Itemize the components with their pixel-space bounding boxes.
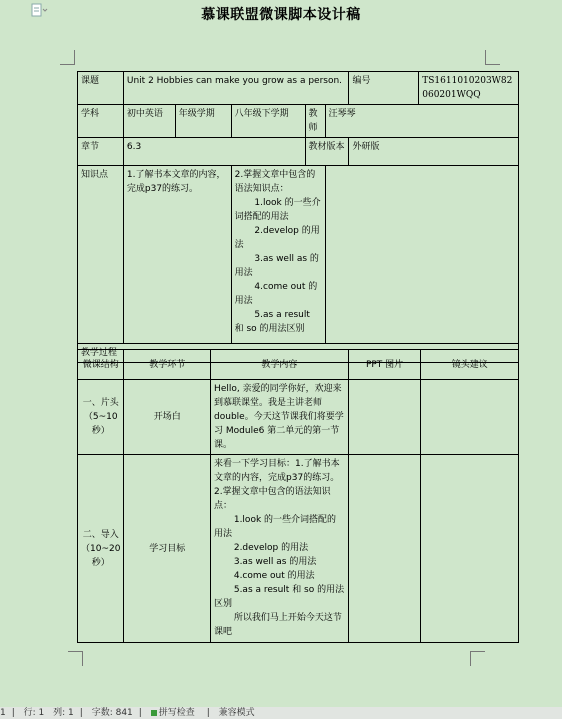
- status-row: 行: 1: [23, 708, 45, 718]
- teacher-value[interactable]: 汪琴琴: [325, 105, 518, 138]
- content-item: 5.as a result 和 so 的用法区别: [214, 585, 345, 609]
- content-item: 3.as well as 的用法: [233, 557, 317, 567]
- knowledge-point-2-head: 2.掌握文章中包含的语法知识点：: [234, 170, 316, 194]
- status-bar: 1 | 行: 1 列: 1 | 字数: 841 | 拼写检查 | 兼容模式: [0, 707, 562, 719]
- structure-cell[interactable]: 二、导入（10~20秒）: [78, 455, 124, 643]
- page-corner-mark: [485, 50, 500, 65]
- page-corner-mark: [470, 651, 485, 666]
- page-corner-mark: [60, 50, 75, 65]
- ppt-cell[interactable]: [348, 455, 421, 643]
- structure-cell[interactable]: 一、片头（5~10秒）: [78, 380, 124, 455]
- content-head: 来看一下学习目标：1.了解书本文章的内容，完成p37的练习。2.掌握文章中包含的语法知识点：: [214, 459, 340, 511]
- ppt-cell[interactable]: [348, 380, 421, 455]
- metadata-table: [77, 71, 519, 363]
- status-page[interactable]: 1: [0, 708, 6, 718]
- topic-label: 课题: [78, 72, 124, 105]
- header-content: 教学内容: [211, 350, 349, 380]
- knowledge-empty-cell[interactable]: [325, 166, 518, 344]
- knowledge-point-2[interactable]: [231, 166, 325, 344]
- spell-check-toggle[interactable]: [151, 708, 201, 718]
- header-step: 教学环节: [124, 350, 211, 380]
- header-ppt: PPT 图片: [348, 350, 421, 380]
- process-label: 教学过程: [78, 344, 519, 363]
- spell-check-label: 拼写检查: [158, 708, 195, 718]
- page-corner-mark: [68, 651, 83, 666]
- compat-mode: 兼容模式: [218, 708, 255, 718]
- subject-label: 学科: [78, 105, 124, 138]
- teacher-label: 教师: [305, 105, 325, 138]
- content-item: 4.come out 的用法: [233, 571, 315, 581]
- knowledge-item: 4.come out 的用法: [234, 282, 318, 306]
- knowledge-item: 3.as well as 的用法: [234, 254, 319, 278]
- textbook-label: 教材版本: [305, 138, 349, 166]
- code-label: 编号: [349, 72, 419, 105]
- grade-value[interactable]: 八年级下学期: [231, 105, 305, 138]
- camera-cell[interactable]: [421, 380, 519, 455]
- topic-value[interactable]: Unit 2 Hobbies can make you grow as a person.: [123, 72, 349, 105]
- status-words[interactable]: 字数: 841: [91, 708, 133, 718]
- chapter-label: 章节: [78, 138, 124, 166]
- knowledge-item: 1.look 的一些介词搭配的用法: [234, 198, 321, 222]
- chapter-value[interactable]: 6.3: [123, 138, 305, 166]
- spell-check-icon: [151, 710, 157, 716]
- textbook-value[interactable]: 外研版: [349, 138, 519, 166]
- table-row: [78, 380, 519, 455]
- status-col: 列: 1: [53, 708, 74, 718]
- camera-cell[interactable]: [421, 455, 519, 643]
- content-item: 1.look 的一些介词搭配的用法: [214, 515, 337, 539]
- process-table: [77, 349, 519, 643]
- step-cell[interactable]: 学习目标: [124, 455, 211, 643]
- table-row: [78, 455, 519, 643]
- step-cell[interactable]: 开场白: [124, 380, 211, 455]
- content-item: 所以我们马上开始今天这节课吧: [214, 613, 342, 637]
- content-cell[interactable]: [211, 455, 349, 643]
- knowledge-item: 2.develop 的用法: [234, 226, 320, 250]
- knowledge-point-1[interactable]: 1.了解书本文章的内容，完成p37的练习。: [123, 166, 231, 344]
- subject-value[interactable]: 初中英语: [123, 105, 175, 138]
- grade-label: 年级学期: [175, 105, 231, 138]
- header-camera: 镜头建议: [421, 350, 519, 380]
- code-value[interactable]: TS1611010203W82060201WQQ: [419, 72, 519, 105]
- knowledge-label: 知识点: [78, 166, 124, 344]
- header-structure: 微课结构: [78, 350, 124, 380]
- document-title: 慕课联盟微课脚本设计稿: [201, 7, 361, 23]
- content-item: 2.develop 的用法: [233, 543, 309, 553]
- content-cell[interactable]: Hello, 亲爱的同学你好，欢迎来到慕联课堂。我是主讲老师double。今天这节课我们将要学习 Module6 第二单元的第一节课。: [211, 380, 349, 455]
- knowledge-item: 5.as a result 和 so 的用法区别: [234, 310, 310, 334]
